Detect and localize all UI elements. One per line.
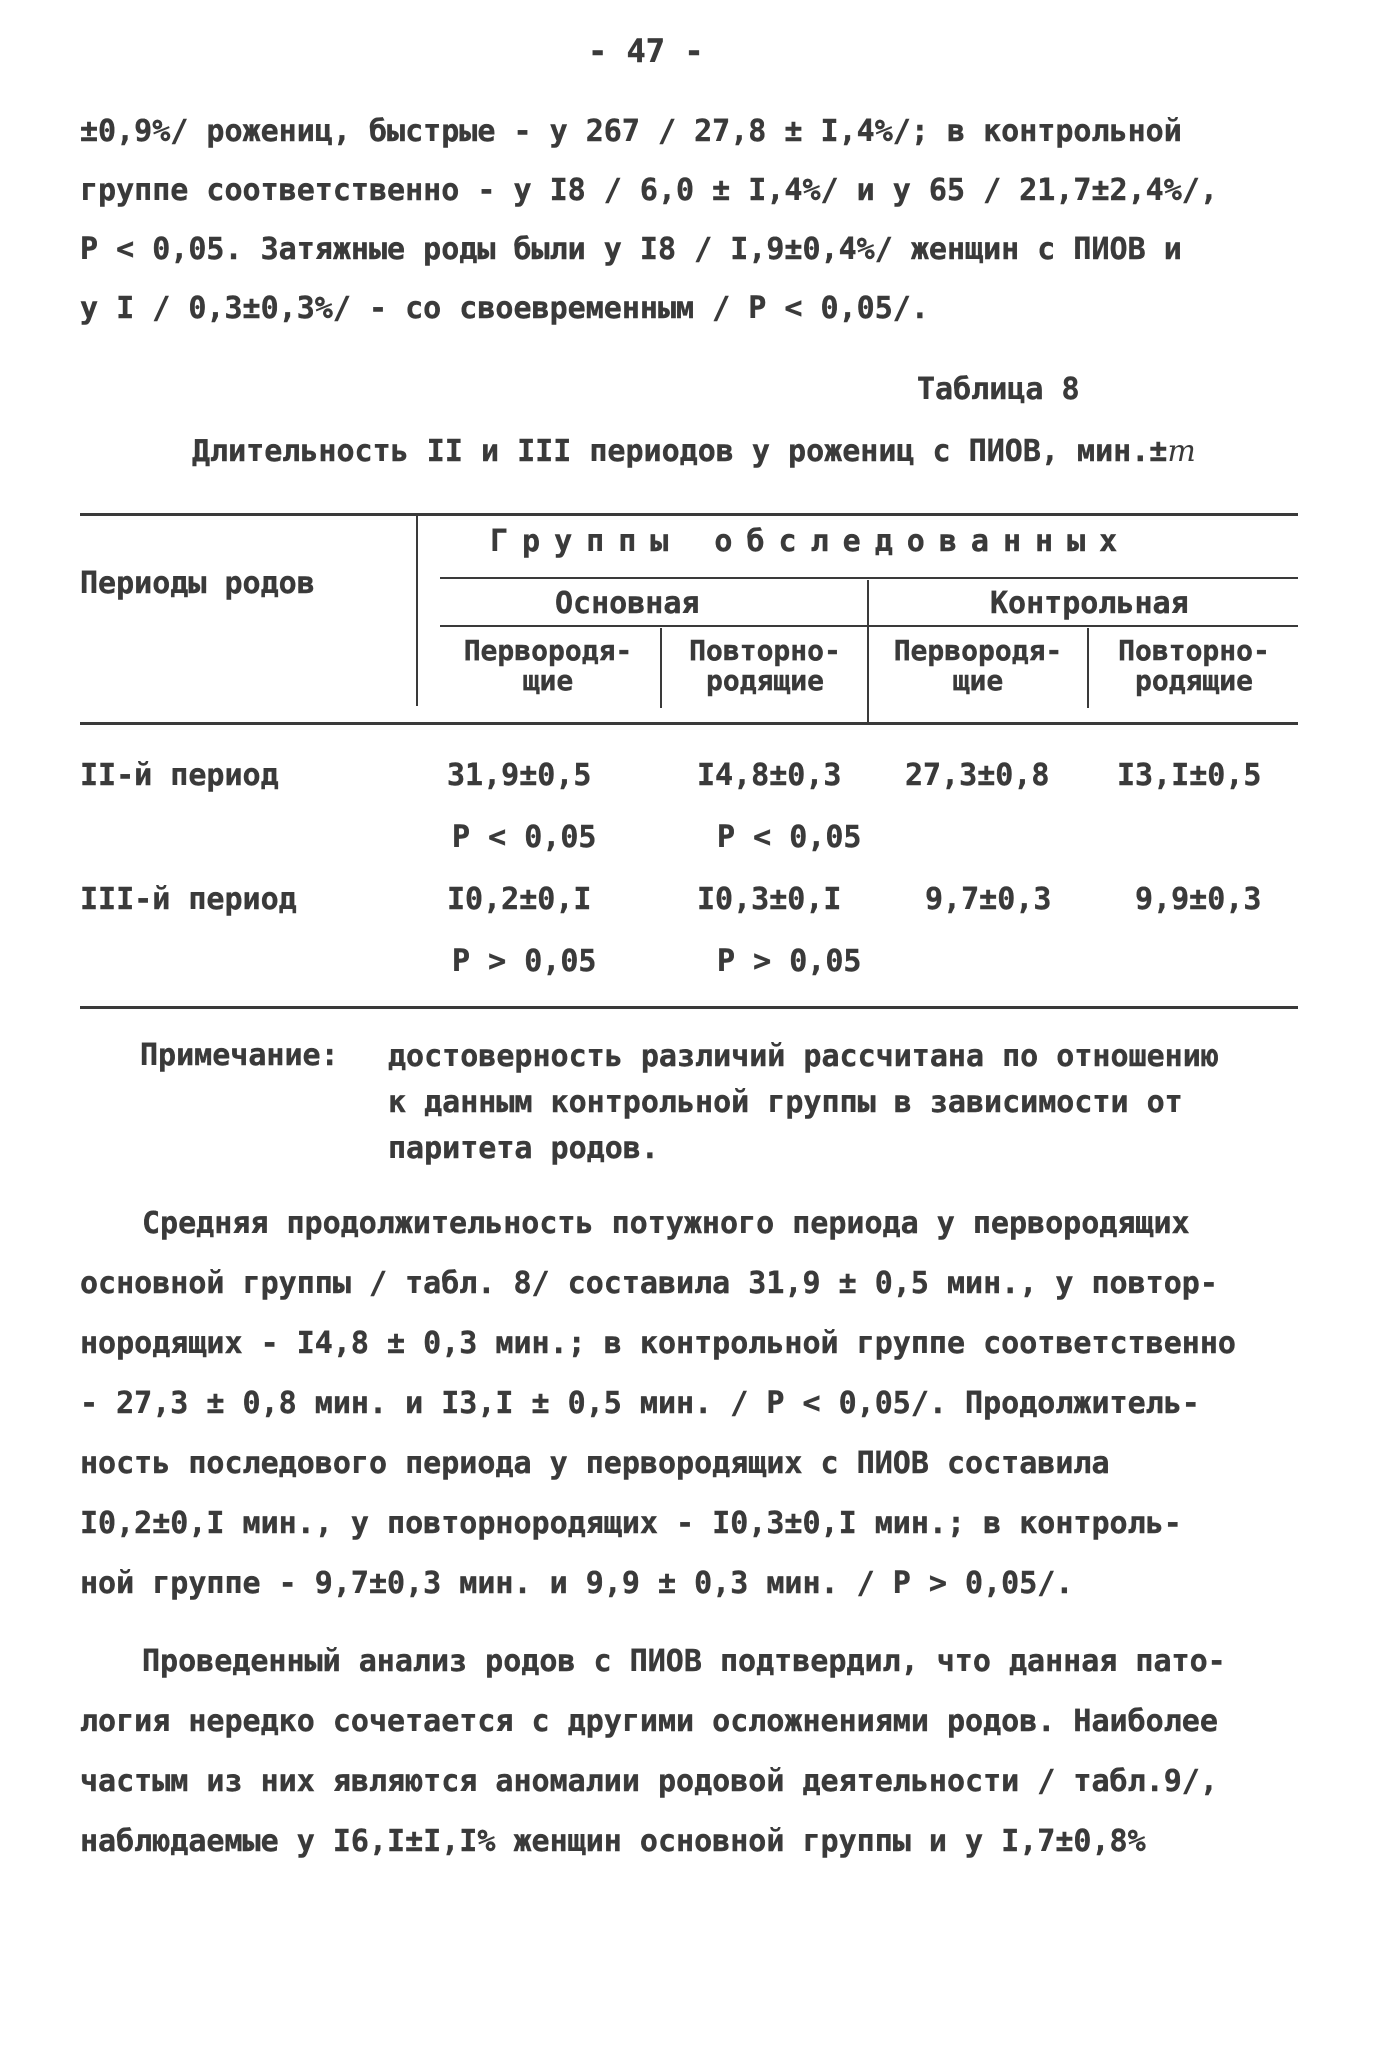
note-line: к данным контрольной группы в зависимости от: [388, 1085, 1183, 1120]
text-line: наблюдаемые у I6,I±I,I% женщин основной группы и у I,7±0,8%: [80, 1824, 1146, 1859]
text-line: P < 0,05. Затяжные роды были у I8 / I,9±0,4%/ женщин с ПИОВ и: [80, 232, 1182, 267]
text-line: основной группы / табл. 8/ составила 31,9 ± 0,5 мин., у повтор-: [80, 1266, 1218, 1301]
row-header: Периоды родов: [80, 566, 315, 601]
subheader-primiparous-main: Первородя- щие: [463, 634, 633, 697]
text-line: у I / 0,3±0,3%/ - со своевременным / P < 0,05/.: [80, 291, 929, 326]
table-cell: 9,9±0,3: [1135, 882, 1262, 917]
caption-text: Длительность II и III периодов у рожениц с ПИОВ, мин.±: [192, 434, 1168, 469]
text-line: частым из них являются аномалии родовой деятельности / табл.9/,: [80, 1764, 1218, 1799]
table-cell: I3,I±0,5: [1117, 758, 1262, 793]
text-line: ной группе - 9,7±0,3 мин. и 9,9 ± 0,3 мин. / P > 0,05/.: [80, 1566, 1074, 1601]
group-control-header: Контрольная: [990, 586, 1189, 621]
body-paragraph-1: [80, 1194, 1305, 1614]
groups-rule: [440, 577, 1298, 579]
table-top-rule: [80, 513, 1298, 516]
subgroups-rule: [440, 625, 1298, 627]
header-divider: [416, 516, 418, 706]
subgroup-divider: [660, 628, 662, 708]
text-line: Средняя продолжительность потужного периода у первородящих: [142, 1206, 1190, 1241]
p-value: P < 0,05: [717, 820, 862, 855]
subheader-primiparous-control: Первородя- щие: [893, 634, 1063, 697]
row-label: II-й период: [80, 758, 279, 793]
group-main-header: Основная: [555, 586, 700, 621]
table-cell: I0,3±0,I: [697, 882, 842, 917]
header-bottom-rule: [80, 722, 1298, 725]
intro-paragraph: [80, 102, 1305, 338]
text-line: I0,2±0,I мин., у повторнородящих - I0,3±0,I мин.; в контроль-: [80, 1506, 1182, 1541]
subgroup-divider: [1087, 628, 1089, 708]
p-value: P < 0,05: [452, 820, 597, 855]
p-value: P > 0,05: [452, 944, 597, 979]
caption-sigma: m: [1167, 434, 1196, 469]
note-label: Примечание:: [140, 1038, 339, 1073]
table-cell: I0,2±0,I: [447, 882, 592, 917]
text-line: ±0,9%/ рожениц, быстрые - у 267 / 27,8 ± I,4%/; в контрольной: [80, 114, 1182, 149]
table-bottom-rule: [80, 1006, 1298, 1009]
text-line: Проведенный анализ родов с ПИОВ подтвердил, что данная пато-: [142, 1644, 1226, 1679]
table-cell: I4,8±0,3: [697, 758, 842, 793]
table-cell: 31,9±0,5: [447, 758, 592, 793]
groups-header: Группы обследованных: [490, 524, 1132, 559]
text-line: - 27,3 ± 0,8 мин. и I3,I ± 0,5 мин. / P < 0,05/. Продолжитель-: [80, 1386, 1200, 1421]
note-line: достоверность различий рассчитана по отношению: [388, 1039, 1219, 1074]
subheader-multiparous-control: Повторно- родящие: [1118, 634, 1270, 697]
text-line: ность последового периода у первородящих с ПИОВ составила: [80, 1446, 1110, 1481]
table-caption: [192, 434, 1196, 469]
text-line: нородящих - I4,8 ± 0,3 мин.; в контрольной группе соответственно: [80, 1326, 1236, 1361]
p-value: P > 0,05: [717, 944, 862, 979]
note-line: паритета родов.: [388, 1131, 659, 1166]
text-line: группе соответственно - у I8 / 6,0 ± I,4%/ и у 65 / 21,7±2,4%/,: [80, 173, 1218, 208]
group-divider: [867, 580, 869, 722]
page-number: - 47 -: [588, 32, 704, 70]
subheader-multiparous-main: Повторно- родящие: [689, 634, 841, 697]
text-line: логия нередко сочетается с другими осложнениями родов. Наиболее: [80, 1704, 1218, 1739]
body-paragraph-2: [80, 1632, 1305, 1872]
table-cell: 9,7±0,3: [925, 882, 1052, 917]
note-text: [388, 1034, 1288, 1172]
table-label: Таблица 8: [917, 372, 1080, 407]
row-label: III-й период: [80, 882, 297, 917]
table-cell: 27,3±0,8: [905, 758, 1050, 793]
